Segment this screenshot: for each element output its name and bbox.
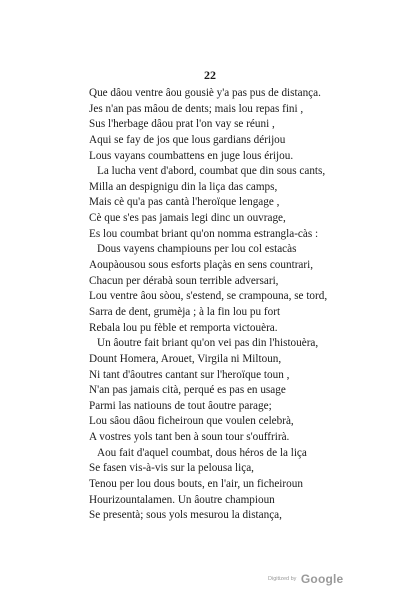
poem-line: Milla an despignigu din la liça das camps,: [89, 180, 278, 193]
poem-line: Sus l'herbage dâou prat l'on vay se réuni ,: [89, 118, 275, 131]
poem-line: Mais cè qu'a pas cantà l'heroïque lengage ,: [89, 196, 280, 209]
google-watermark: [268, 570, 343, 588]
poem-text: [89, 86, 389, 524]
poem-line: Lous vayans coumbattens en juge lous érijou.: [89, 149, 294, 162]
watermark-brand: Google: [300, 571, 344, 586]
poem-line: Se presentà; sous yols mesurou la distança,: [89, 509, 282, 522]
poem-line: Lou ventre âou sòou, s'estend, se crampouna, se tord,: [89, 290, 328, 303]
poem-line: Hourizountalamen. Un âoutre champioun: [89, 493, 275, 506]
poem-line: A vostres yols tant ben à soun tour s'ouffrirà.: [89, 431, 290, 444]
poem-line: Es lou coumbat briant qu'on nomma estrangla-càs :: [89, 227, 319, 240]
poem-line: Dount Homera, Arouet, Virgila ni Miltoun,: [89, 352, 282, 365]
poem-line: Tenou per lou dous bouts, en l'air, un ficheiroun: [89, 478, 303, 491]
page-number: 22: [204, 68, 216, 82]
poem-line: La lucha vent d'abord, coumbat que din sous cants,: [97, 165, 326, 178]
poem-line: Sarra de dent, grumèja ; à la fin lou pu fort: [89, 305, 281, 318]
poem-line: Aqui se fay de jos que lous gardians dérijou: [89, 133, 286, 146]
poem-line: N'an pas jamais cità, perqué es pas en usage: [89, 384, 286, 397]
poem-line: Lou sâou dâou ficheiroun que voulen celebrà,: [89, 415, 294, 428]
poem-line: Cè que s'es pas jamais legi dinc un ouvrage,: [89, 212, 286, 225]
poem-line: Ni tant d'âoutres cantant sur l'heroïque toun ,: [89, 368, 290, 381]
poem-line: Un âoutre fait briant qu'on vei pas din l'histouèra,: [97, 337, 319, 350]
poem-line: Jes n'an pas mâou de dents; mais lou repas fini ,: [89, 102, 304, 115]
poem-line: Aou fait d'aquel coumbat, dous héros de la liça: [97, 446, 307, 459]
poem-line: Que dâou ventre âou gousiè y'a pas pus de distança.: [89, 87, 321, 99]
poem-line: Dous vayens champiouns per lou col estacàs: [97, 243, 297, 256]
watermark-prefix: Digitized by: [268, 575, 297, 582]
poem-line: Parmi las natiouns de tout âoutre parage;: [89, 399, 272, 412]
poem-line: Se fasen vis-à-vis sur la pelousa liça,: [89, 462, 254, 475]
poem-line: Chacun per dérabà soun terrible adversari,: [89, 274, 279, 287]
poem-line: Rebala lou pu fèble et remporta victouèra.: [89, 321, 278, 334]
poem-line: Aoupàousou sous esforts plaçàs en sens countrari,: [89, 259, 314, 272]
